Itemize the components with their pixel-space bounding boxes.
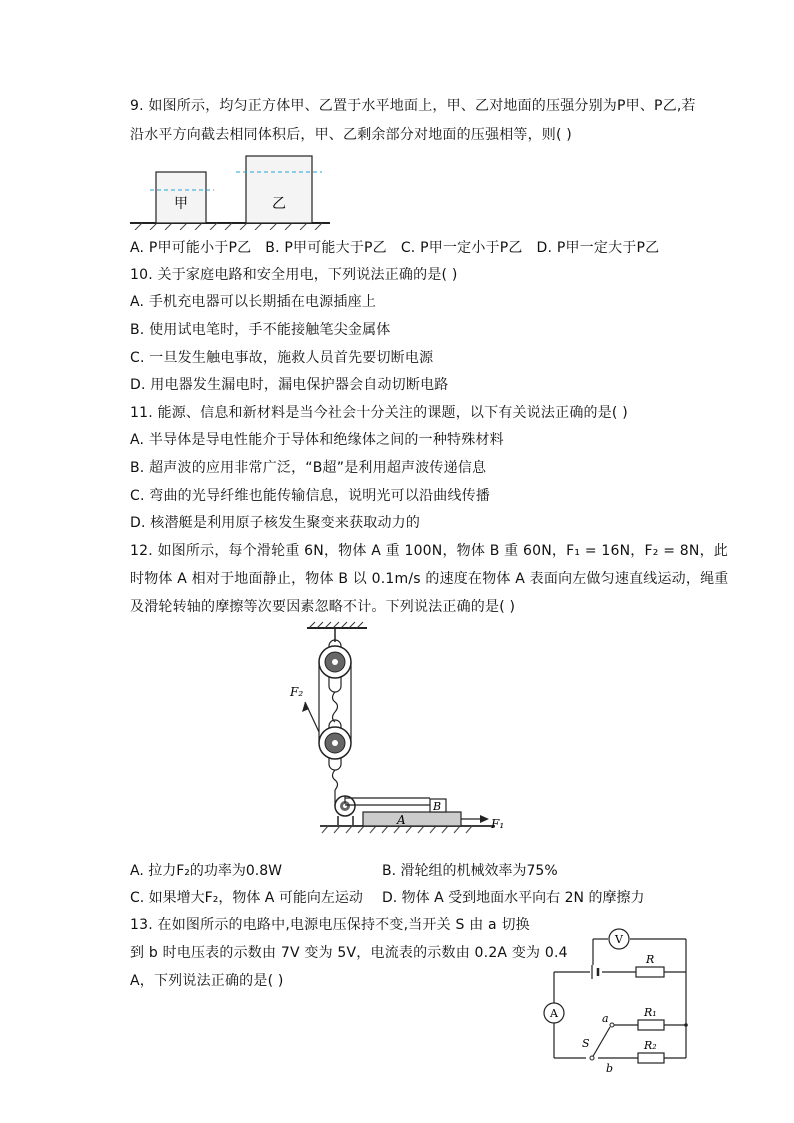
q11-option-b[interactable]: B. 超声波的应用非常广泛，“B超”是利用超声波传递信息 — [130, 460, 487, 476]
q12-option-b[interactable]: B. 滑轮组的机械效率为75% — [382, 863, 558, 879]
resistor-r — [636, 967, 664, 977]
label-v: V — [615, 933, 623, 946]
q9-stem-line2: 沿水平方向截去相同体积后，甲、乙剩余部分对地面的压强相等，则( ) — [130, 127, 572, 143]
movable-pulley — [319, 720, 351, 770]
block-yi — [246, 156, 312, 223]
battery — [590, 965, 602, 979]
q13-stem-line1: 13. 在如图所示的电路中,电源电压保持不变,当开关 S 由 a 切换 — [130, 917, 530, 933]
q10-option-a[interactable]: A. 手机充电器可以长期插在电源插座上 — [130, 294, 377, 310]
q12-figure-pulley — [285, 620, 515, 835]
label-b: b — [606, 1062, 614, 1075]
label-r2: R₂ — [644, 1039, 657, 1052]
label-r: R — [646, 953, 655, 966]
q9-stem-line1: 9. 如图所示，均匀正方体甲、乙置于水平地面上，甲、乙对地面的压强分别为P甲、P乙,若 — [130, 98, 696, 114]
q9-figure-blocks — [130, 150, 330, 230]
q12-stem-line2: 时物体 A 相对于地面静止，物体 B 以 0.1m/s 的速度在物体 A 表面向左做匀速直线运动，绳重 — [130, 571, 729, 587]
label-ammeter: A — [550, 1007, 558, 1020]
q9-option-a[interactable]: A. P甲可能小于P乙 — [130, 240, 252, 256]
switch-blade — [592, 1027, 610, 1058]
q10-option-c[interactable]: C. 一旦发生触电事故，施救人员首先要切断电源 — [130, 350, 434, 366]
q13-figure-circuit — [538, 925, 698, 1075]
label-a: a — [602, 1012, 609, 1025]
voltmeter — [609, 929, 629, 949]
q11-option-d[interactable]: D. 核潜艇是利用原子核发生聚变来获取动力的 — [130, 515, 421, 531]
q12-option-c[interactable]: C. 如果增大F₂，物体 A 可能向左运动 — [130, 890, 363, 906]
q9-options — [130, 238, 659, 258]
q9-option-d[interactable]: D. P甲一定大于P乙 — [536, 240, 660, 256]
q10-option-b[interactable]: B. 使用试电笔时，手不能接触笔尖金属体 — [130, 322, 391, 338]
q12-option-d[interactable]: D. 物体 A 受到地面水平向右 2N 的摩擦力 — [382, 890, 645, 906]
label-block-a: A — [397, 813, 406, 827]
q12-stem-line1: 12. 如图所示，每个滑轮重 6N，物体 A 重 100N，物体 B 重 60N，F₁ = 16N，F₂ = 8N，此 — [130, 543, 728, 559]
label-yi: 乙 — [272, 196, 286, 212]
q13-stem-line3: A，下列说法正确的是( ) — [130, 973, 284, 989]
q11-option-a[interactable]: A. 半导体是导电性能介于导体和绝缘体之间的一种特殊材料 — [130, 432, 504, 448]
q13-stem-line2: 到 b 时电压表的示数由 7V 变为 5V，电流表的示数由 0.2A 变为 0.4 — [130, 945, 568, 961]
ammeter — [544, 1003, 564, 1023]
block-a — [363, 812, 461, 826]
q11-option-c[interactable]: C. 弯曲的光导纤维也能传输信息，说明光可以沿曲线传播 — [130, 488, 491, 504]
label-r1: R₁ — [644, 1006, 657, 1019]
label-block-b: B — [433, 800, 442, 813]
q12-stem-line3: 及滑轮转轴的摩擦等次要因素忽略不计。下列说法正确的是( ) — [130, 599, 516, 615]
resistor-r1 — [638, 1020, 664, 1030]
label-f1: F₁ — [491, 817, 505, 831]
q12-option-a[interactable]: A. 拉力F₂的功率为0.8W — [130, 863, 283, 879]
ground-hatch — [135, 223, 322, 230]
q11-stem: 11. 能源、信息和新材料是当今社会十分关注的课题，以下有关说法正确的是( ) — [130, 405, 628, 421]
label-s: S — [582, 1037, 590, 1050]
q10-option-d[interactable]: D. 用电器发生漏电时，漏电保护器会自动切断电路 — [130, 377, 449, 393]
q9-option-c[interactable]: C. P甲一定小于P乙 — [400, 240, 523, 256]
q10-stem: 10. 关于家庭电路和安全用电，下列说法正确的是( ) — [130, 267, 458, 283]
label-jia: 甲 — [174, 196, 188, 212]
resistor-r2 — [638, 1053, 664, 1063]
fixed-pulley — [319, 640, 351, 692]
label-f2: F₂ — [290, 685, 304, 699]
q9-option-b[interactable]: B. P甲可能大于P乙 — [265, 240, 387, 256]
